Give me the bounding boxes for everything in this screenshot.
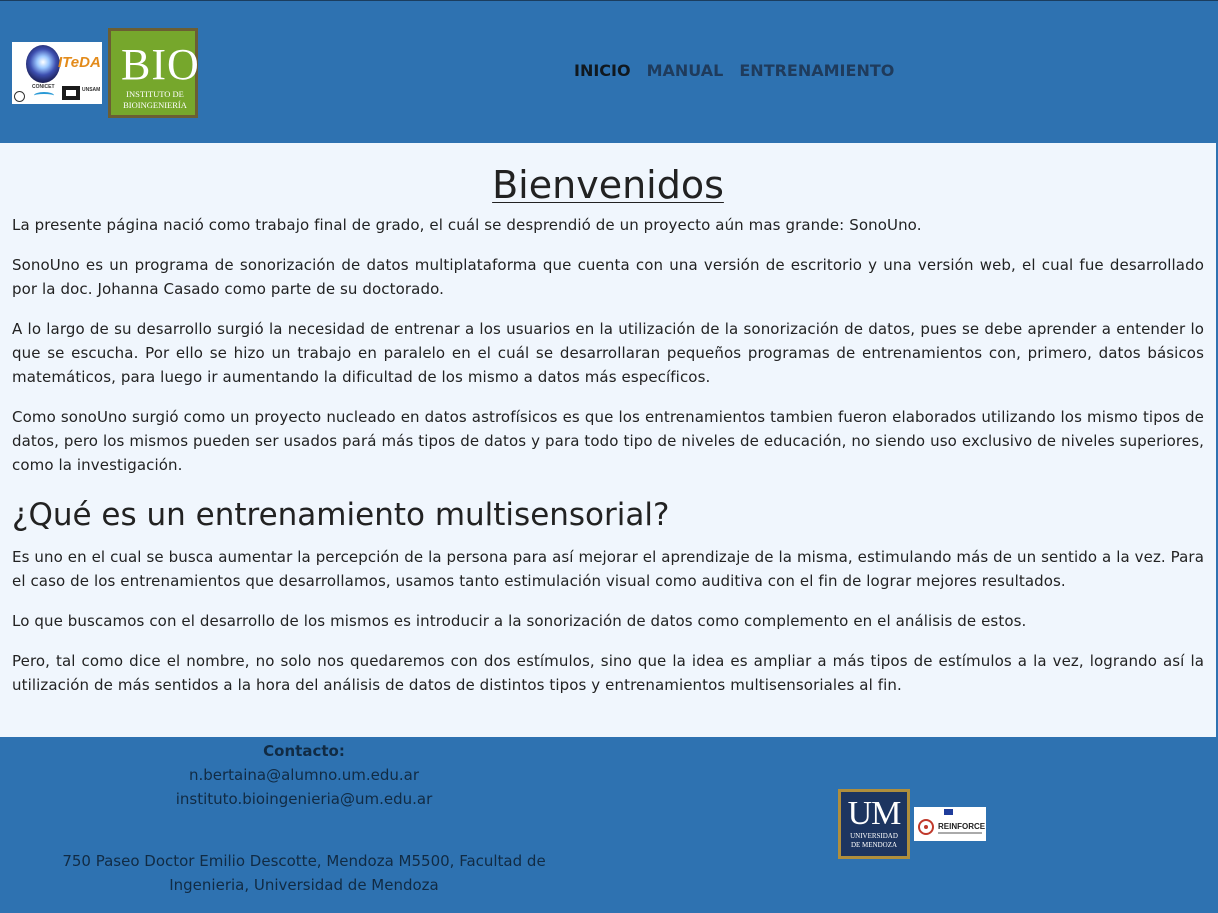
address-line-2: Ingenieria, Universidad de Mendoza <box>169 876 439 894</box>
iteda-logo[interactable] <box>12 42 102 104</box>
atom-icon <box>918 819 934 835</box>
seal-icon <box>14 91 25 102</box>
contact-email-student[interactable]: n.bertaina@alumno.um.edu.ar <box>188 766 420 784</box>
um-logo-line1: UNIVERSIDAD <box>850 832 898 840</box>
bio-logo-text: BIO <box>121 40 200 89</box>
conicet-label: CONICET <box>32 84 55 90</box>
bio-logo-line2: BIOINGENIERÍA <box>123 100 187 110</box>
definition-paragraph: Es uno en el cual se busca aumentar la percepción de la persona para así mejorar el aprendizaje de la misma, estimulando más de un sentido a la vez. Para el caso de los entrenamientos que desarrollamos, usamos tanto estimulación visual como auditiva con el fin de lograr mejores resultados. <box>12 548 1204 590</box>
iteda-wordmark <box>58 54 101 71</box>
page-title: Bienvenidos <box>492 163 724 207</box>
um-logo-text: UM <box>847 795 901 832</box>
contact-email-institute[interactable]: instituto.bioingenieria@um.edu.ar <box>175 790 433 808</box>
main-nav <box>574 61 894 80</box>
section-subtitle: ¿Qué es un entrenamiento multisensorial? <box>12 497 670 533</box>
eu-flag-icon <box>944 809 953 815</box>
contact-title: Contacto: <box>263 742 345 760</box>
main-content <box>0 143 1216 737</box>
unsam-label: UNSAM <box>82 87 101 93</box>
reinforce-logo[interactable] <box>914 807 986 841</box>
reinforce-logo-text: REINFORCE <box>938 822 986 831</box>
address-line-1: 750 Paseo Doctor Emilio Descotte, Mendoza M5500, Facultad de <box>62 852 546 870</box>
site-footer <box>0 737 1218 913</box>
um-logo[interactable] <box>838 789 910 859</box>
site-header <box>0 0 1218 143</box>
bio-logo[interactable] <box>108 28 198 118</box>
intro-paragraph: La presente página nació como trabajo final de grado, el cuál se desprendió de un proyecto aún mas grande: SonoUno. <box>12 216 922 234</box>
iteda-wordmark-part2: DA <box>79 54 101 71</box>
bio-logo-line1: INSTITUTO DE <box>126 89 184 99</box>
sonouno-paragraph: SonoUno es un programa de sonorización de datos multiplataforma que cuenta con una versión de escritorio y una versión web, el cual fue desarrollado por la doc. Johanna Casado como parte de su doctorado. <box>12 256 1204 298</box>
development-paragraph: A lo largo de su desarrollo surgió la necesidad de entrenar a los usuarios en la utilización de la sonorización de datos, pues se debe aprender a entender lo que se escucha. Por ello se hizo un trabajo en paralelo en el cuál se desarrollaran pequeños programas de entrenamientos con, primero, datos básicos matemáticos, para luego ir aumentando la dificultad de los mismo a datos más específicos. <box>12 320 1204 386</box>
contact-block <box>90 739 518 811</box>
future-paragraph: Pero, tal como dice el nombre, no solo nos quedaremos con dos estímulos, sino que la idea es ampliar a más tipos de estímulos a la vez, logrando así la utilización de más sentidos a la hora del análisis de datos de distintos tipos y entrenamientos multisensoriales al fin. <box>12 652 1204 694</box>
um-logo-line2: DE MENDOZA <box>850 841 898 849</box>
nav-entrenamiento[interactable]: ENTRENAMIENTO <box>739 61 895 80</box>
iteda-wordmark-part1: ITe <box>58 54 80 71</box>
iteda-galaxy-icon <box>26 45 60 83</box>
conicet-wave-icon <box>34 92 54 99</box>
unsam-icon <box>62 86 80 100</box>
astro-paragraph: Como sonoUno surgió como un proyecto nucleado en datos astrofísicos es que los entrenamientos tambien fueron elaborados utilizando los mismo tipos de datos, pero los mismos pueden ser usados pará más tipos de datos y para todo tipo de niveles de educación, no siendo uso exclusivo de niveles superiores, como la investigación. <box>12 408 1204 474</box>
reinforce-tagline-line <box>938 832 982 834</box>
goal-paragraph: Lo que buscamos con el desarrollo de los mismos es introducir a la sonorización de datos como complemento en el análisis de estos. <box>12 612 1027 630</box>
nav-inicio[interactable]: INICIO <box>574 61 631 80</box>
address-block <box>30 849 578 897</box>
nav-manual[interactable]: MANUAL <box>646 61 724 80</box>
